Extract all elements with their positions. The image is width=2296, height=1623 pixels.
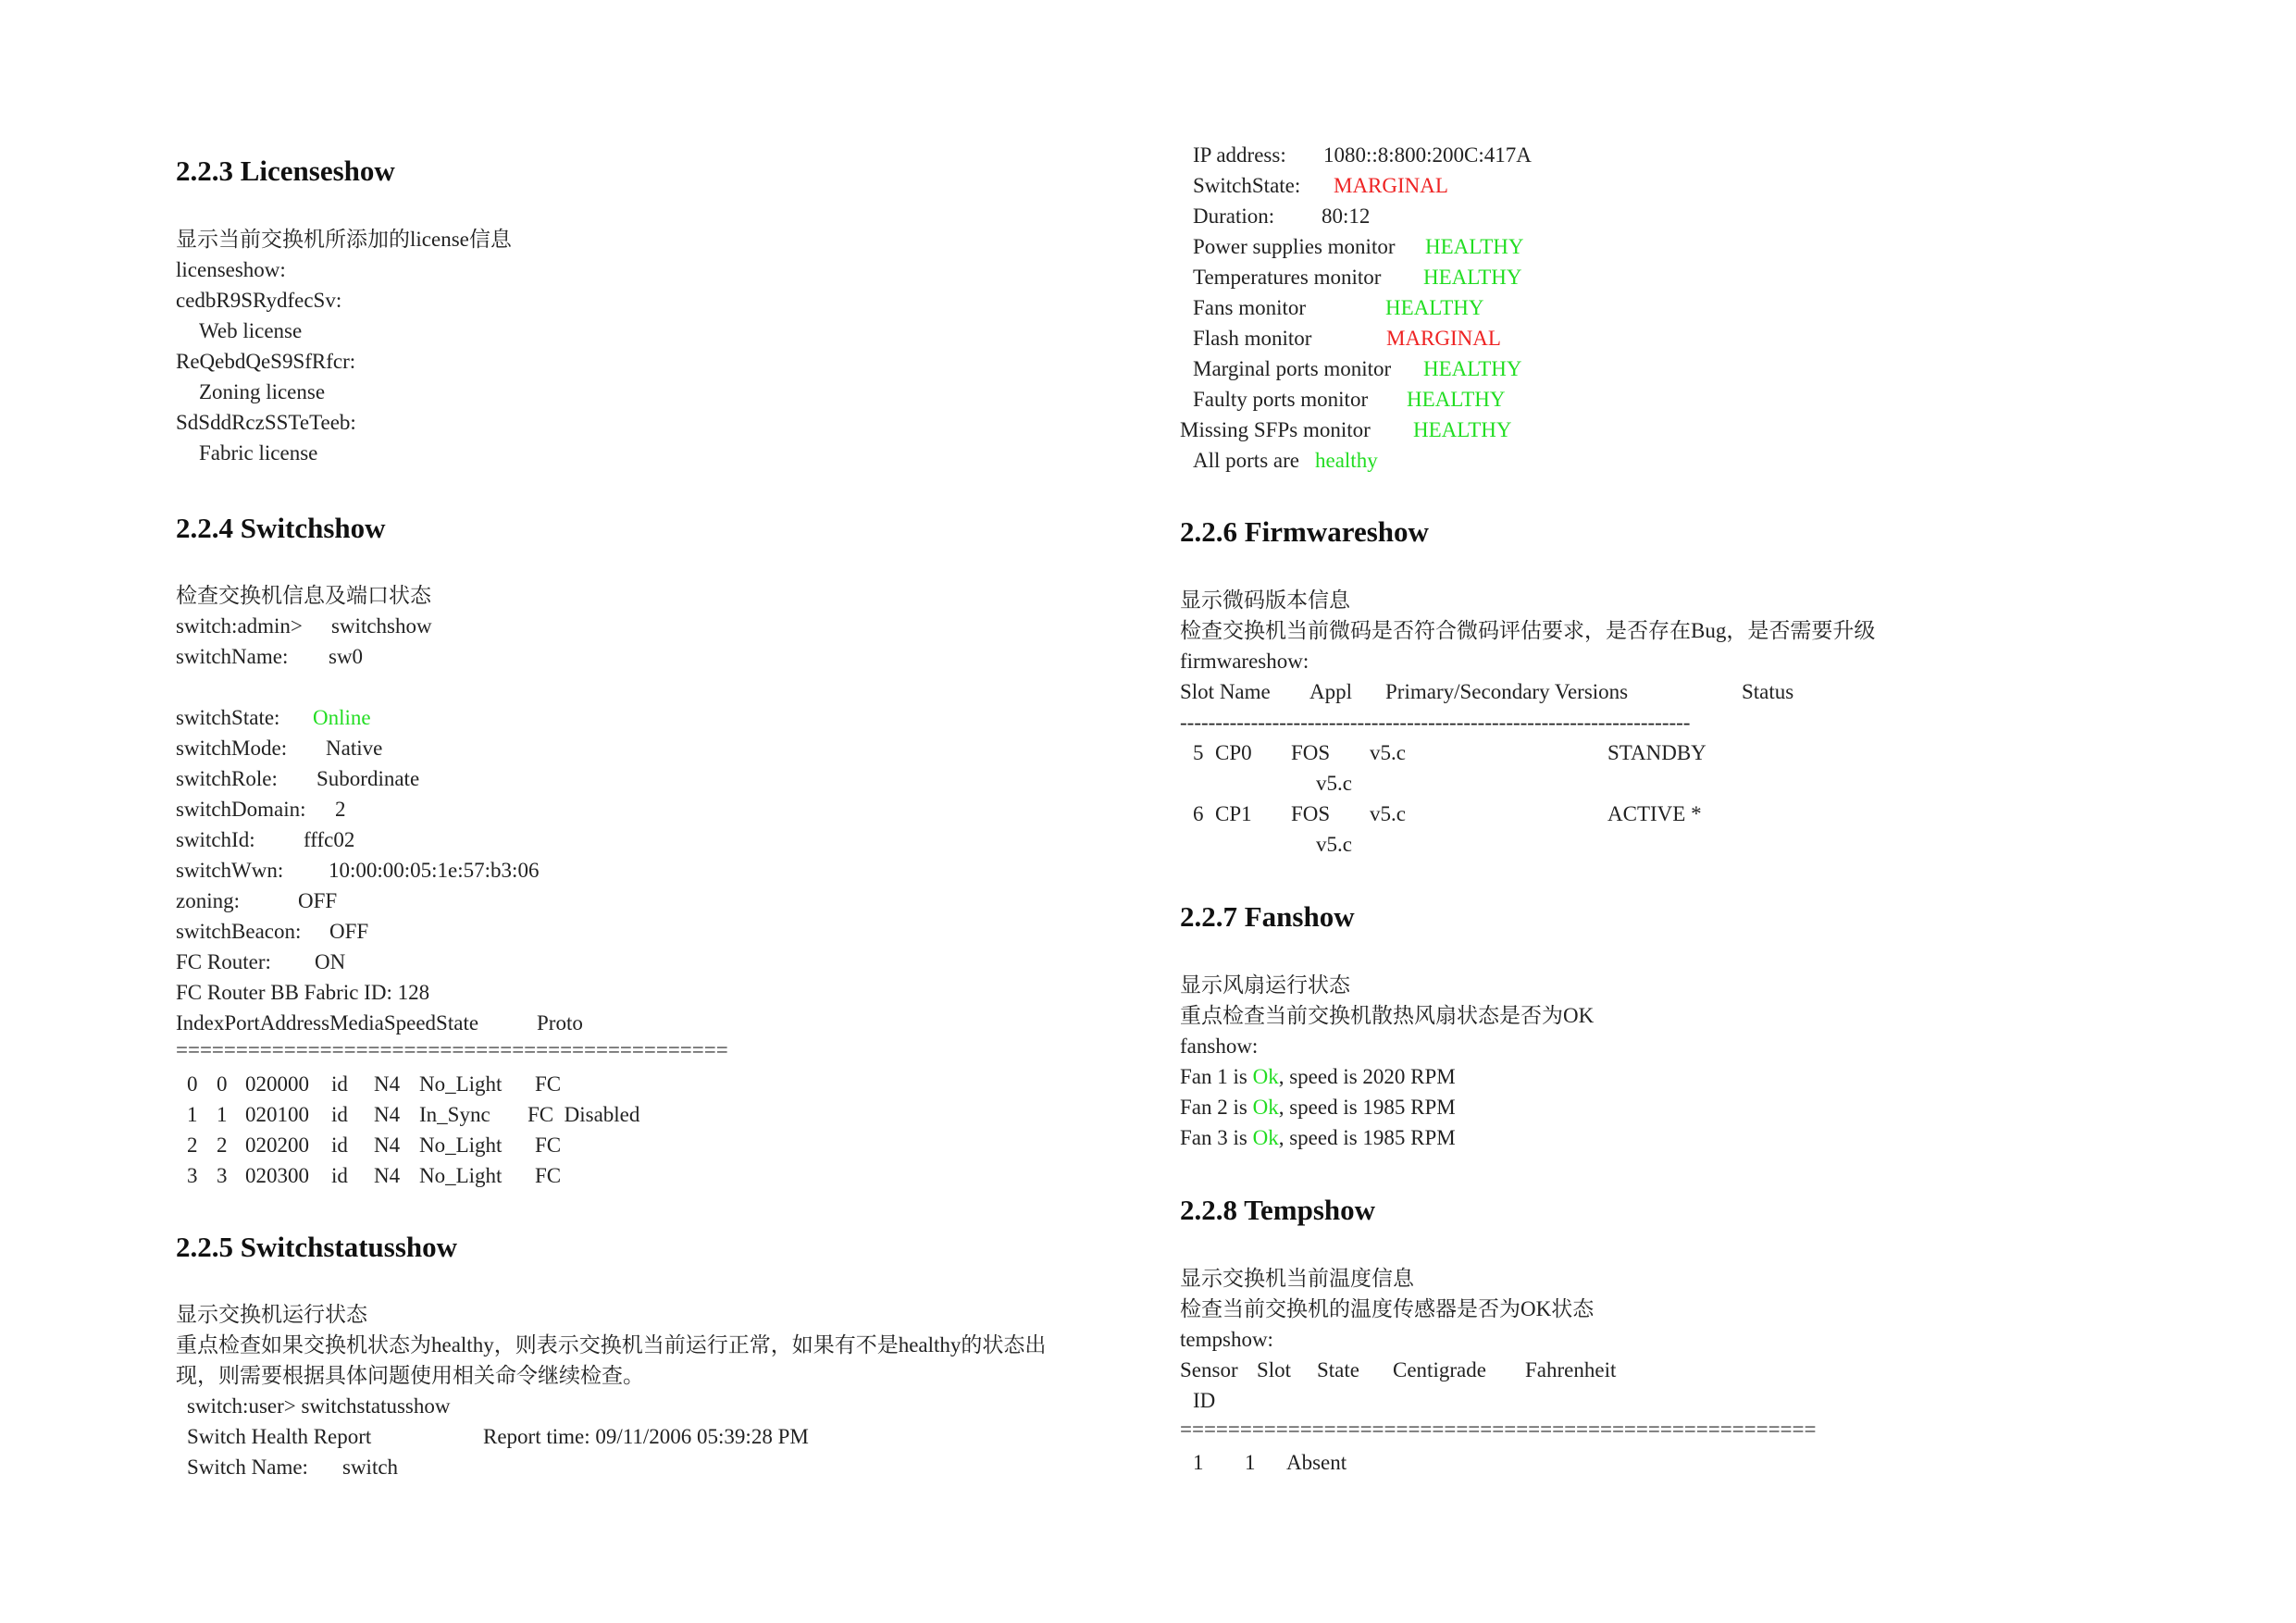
duration-label: Duration:: [1193, 204, 1275, 228]
switch-role-label: switchRole:: [176, 767, 278, 790]
temp-col-centigrade: Centigrade: [1393, 1358, 1486, 1381]
port-index: 3: [187, 1164, 198, 1187]
port-index: 0: [187, 1072, 198, 1096]
switch-beacon-value: OFF: [329, 920, 369, 943]
port-media: id: [331, 1164, 348, 1187]
switch-domain-value: 2: [335, 798, 346, 821]
heading-switchshow: 2.2.4 Switchshow: [176, 512, 386, 544]
fan-prefix: Fan 2 is: [1180, 1096, 1247, 1119]
temp-slot: 1: [1245, 1451, 1256, 1474]
fan-row: [1180, 1094, 1456, 1121]
port-table-header: IndexPortAddressMediaSpeedState: [176, 1011, 479, 1035]
port-media: id: [331, 1103, 348, 1126]
port-state: In_Sync: [419, 1103, 490, 1126]
fan-speed: , speed is 2020 RPM: [1278, 1065, 1456, 1088]
monitor-status: HEALTHY: [1385, 296, 1484, 319]
switch-id-label: switchId:: [176, 828, 255, 851]
fw-slot: 5: [1193, 741, 1204, 764]
port-proto: FC: [535, 1072, 562, 1096]
switch-state-value: Online: [313, 706, 371, 729]
temp-col-slot: Slot: [1257, 1358, 1292, 1381]
switch-state-label-2: SwitchState:: [1193, 174, 1301, 197]
fan-status: Ok: [1252, 1096, 1279, 1119]
ip-address-label: IP address:: [1193, 143, 1286, 167]
switch-wwn-label: switchWwn:: [176, 859, 284, 882]
fc-router-label: FC Router:: [176, 950, 271, 973]
licenseshow-cmd: licenseshow:: [176, 258, 286, 281]
monitor-label: Power supplies monitor: [1193, 235, 1396, 258]
fw-col-slot-name: Slot Name: [1180, 680, 1271, 703]
switch-beacon-label: switchBeacon:: [176, 920, 302, 943]
tempshow-cmd: tempshow:: [1180, 1328, 1273, 1351]
duration-value: 80:12: [1322, 204, 1371, 228]
port-speed: N4: [374, 1134, 401, 1157]
license-name-2: Zoning license: [199, 380, 326, 403]
port-proto: FC: [535, 1134, 562, 1157]
switch-name-value: sw0: [329, 645, 364, 668]
fw-name: CP0: [1215, 741, 1252, 764]
fw-col-versions: Primary/Secondary Versions: [1385, 680, 1629, 703]
port-address: 020200: [245, 1134, 309, 1157]
port-number: 0: [217, 1072, 228, 1096]
temp-sensor: 1: [1193, 1451, 1204, 1474]
zoning-label: zoning:: [176, 889, 240, 912]
switchstatusshow-desc: 显示交换机运行状态: [176, 1303, 367, 1326]
fan-status: Ok: [1252, 1065, 1279, 1088]
fw-primary: v5.c: [1370, 802, 1406, 825]
port-table-separator: ==============================================: [176, 1038, 728, 1061]
temp-col-fahrenheit: Fahrenheit: [1525, 1358, 1617, 1381]
port-table-header-proto: Proto: [537, 1011, 583, 1035]
fw-separator: ------------------------------------------------------------------------: [1180, 711, 1691, 734]
status-switch-name-value: switch: [342, 1456, 399, 1479]
all-ports-healthy: healthy: [1315, 449, 1378, 472]
monitor-status: HEALTHY: [1413, 418, 1512, 441]
switchshow-desc: 检查交换机信息及端口状态: [176, 584, 431, 607]
monitor-label: Missing SFPs monitor: [1180, 418, 1371, 441]
monitor-label: Marginal ports monitor: [1193, 357, 1392, 380]
monitor-label: Flash monitor: [1193, 327, 1312, 350]
temp-col-sensor: Sensor: [1180, 1358, 1238, 1381]
license-key-3: SdSddRczSSTeTeeb:: [176, 411, 356, 434]
license-key-1: cedbR9SRydfecSv:: [176, 289, 342, 312]
port-speed: N4: [374, 1164, 401, 1187]
switchstatusshow-note-line1: 重点检查如果交换机状态为healthy，则表示交换机当前运行正常，如果有不是healthy的状态出: [176, 1333, 1047, 1357]
licenseshow-desc: 显示当前交换机所添加的license信息: [176, 228, 512, 251]
switch-state-marginal: MARGINAL: [1334, 174, 1448, 197]
switchstatusshow-cmd: switch:user> switchstatusshow: [187, 1394, 451, 1418]
license-key-2: ReQebdQeS9SfRfcr:: [176, 350, 356, 373]
heading-tempshow: 2.2.8 Tempshow: [1180, 1194, 1376, 1226]
monitor-label: Faulty ports monitor: [1193, 388, 1369, 411]
port-state: No_Light: [419, 1134, 503, 1157]
fan-row: [1180, 1063, 1456, 1091]
fw-secondary: v5.c: [1316, 833, 1352, 856]
all-ports-prefix: All ports are: [1193, 449, 1299, 472]
monitor-status: MARGINAL: [1386, 327, 1501, 350]
heading-switchstatusshow: 2.2.5 Switchstatusshow: [176, 1231, 458, 1263]
firmwareshow-note: 检查交换机当前微码是否符合微码评估要求，是否存在Bug，是否需要升级: [1180, 619, 1876, 642]
monitor-status: HEALTHY: [1423, 357, 1522, 380]
zoning-value: OFF: [298, 889, 338, 912]
tempshow-desc: 显示交换机当前温度信息: [1180, 1267, 1414, 1290]
port-state: No_Light: [419, 1072, 503, 1096]
port-address: 020300: [245, 1164, 309, 1187]
fan-prefix: Fan 3 is: [1180, 1126, 1247, 1149]
port-media: id: [331, 1072, 348, 1096]
temp-state: Absent: [1286, 1451, 1347, 1474]
license-name-1: Web license: [199, 319, 303, 342]
fw-primary: v5.c: [1370, 741, 1406, 764]
switch-name-label: switchName:: [176, 645, 289, 668]
port-state: No_Light: [419, 1164, 503, 1187]
fw-secondary: v5.c: [1316, 772, 1352, 795]
tempshow-note: 检查当前交换机的温度传感器是否为OK状态: [1180, 1297, 1595, 1320]
switch-role-value: Subordinate: [316, 767, 420, 790]
fw-appl: FOS: [1291, 802, 1331, 825]
ip-address-value: 1080::8:800:200C:417A: [1323, 143, 1532, 167]
switchstatusshow-note-line2: 现，则需要根据具体问题使用相关命令继续检查。: [176, 1364, 644, 1387]
fw-appl: FOS: [1291, 741, 1331, 764]
temp-separator: =====================================================: [1180, 1418, 1817, 1441]
fanshow-note: 重点检查当前交换机散热风扇状态是否为OK: [1180, 1004, 1595, 1027]
port-number: 1: [217, 1103, 228, 1126]
fw-col-appl: Appl: [1309, 680, 1352, 703]
switch-id-value: fffc02: [304, 828, 355, 851]
switch-wwn-value: 10:00:00:05:1e:57:b3:06: [329, 859, 540, 882]
port-address: 020100: [245, 1103, 309, 1126]
monitor-label: Temperatures monitor: [1193, 266, 1382, 289]
port-speed: N4: [374, 1072, 401, 1096]
heading-fanshow: 2.2.7 Fanshow: [1180, 900, 1355, 933]
port-proto: FC: [535, 1164, 562, 1187]
fan-speed: , speed is 1985 RPM: [1278, 1096, 1456, 1119]
port-proto: FC Disabled: [527, 1103, 640, 1126]
switchshow-cmd: switchshow: [331, 614, 432, 638]
monitor-status: HEALTHY: [1407, 388, 1506, 411]
switch-state-label: switchState:: [176, 706, 280, 729]
switch-mode-value: Native: [326, 737, 383, 760]
monitor-status: HEALTHY: [1425, 235, 1524, 258]
fw-col-status: Status: [1742, 680, 1794, 703]
switch-domain-label: switchDomain:: [176, 798, 306, 821]
port-index: 2: [187, 1134, 198, 1157]
port-speed: N4: [374, 1103, 401, 1126]
switchshow-prompt: switch:admin>: [176, 614, 303, 638]
license-name-3: Fabric license: [199, 441, 318, 465]
monitor-label: Fans monitor: [1193, 296, 1307, 319]
firmwareshow-desc: 显示微码版本信息: [1180, 588, 1350, 612]
fan-prefix: Fan 1 is: [1180, 1065, 1247, 1088]
temp-col-state: State: [1317, 1358, 1359, 1381]
firmwareshow-cmd: firmwareshow:: [1180, 650, 1309, 673]
fw-status: ACTIVE *: [1607, 802, 1702, 825]
fc-router-value: ON: [315, 950, 346, 973]
fc-router-bb-fabric: FC Router BB Fabric ID: 128: [176, 981, 430, 1004]
heading-licenseshow: 2.2.3 Licenseshow: [176, 155, 395, 187]
temp-col-id: ID: [1193, 1389, 1216, 1412]
monitor-status: HEALTHY: [1423, 266, 1522, 289]
fan-row: [1180, 1124, 1456, 1152]
port-index: 1: [187, 1103, 198, 1126]
port-media: id: [331, 1134, 348, 1157]
fw-name: CP1: [1215, 802, 1252, 825]
fan-speed: , speed is 1985 RPM: [1278, 1126, 1456, 1149]
switch-mode-label: switchMode:: [176, 737, 288, 760]
fw-status: STANDBY: [1607, 741, 1706, 764]
fanshow-desc: 显示风扇运行状态: [1180, 973, 1350, 997]
port-number: 3: [217, 1164, 228, 1187]
port-number: 2: [217, 1134, 228, 1157]
fanshow-cmd: fanshow:: [1180, 1035, 1259, 1058]
fw-slot: 6: [1193, 802, 1204, 825]
port-address: 020000: [245, 1072, 309, 1096]
heading-firmwareshow: 2.2.6 Firmwareshow: [1180, 515, 1429, 548]
fan-status: Ok: [1252, 1126, 1279, 1149]
health-report-label: Switch Health Report: [187, 1425, 372, 1448]
health-report-time: Report time: 09/11/2006 05:39:28 PM: [483, 1425, 809, 1448]
status-switch-name-label: Switch Name:: [187, 1456, 308, 1479]
